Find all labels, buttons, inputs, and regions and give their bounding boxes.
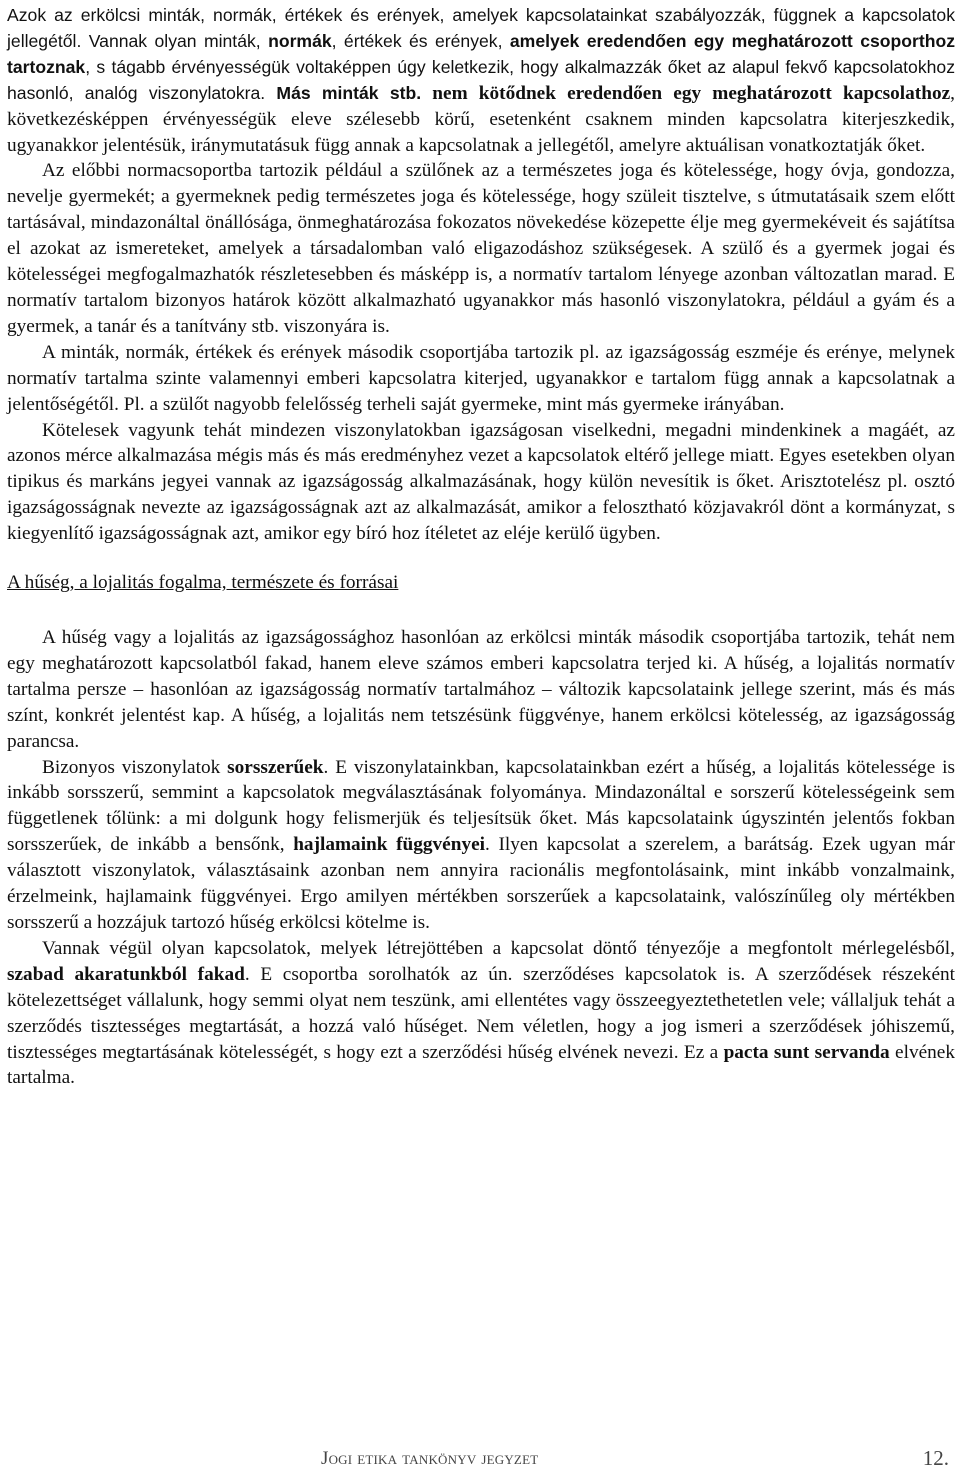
bold-text: nem kötődnek eredendően egy meghatározott kapcsolathoz xyxy=(432,82,951,104)
section-heading: A hűség, a lojalitás fogalma, természete és forrásai xyxy=(7,572,399,594)
paragraph xyxy=(7,158,955,339)
text-span: Vannak végül olyan kapcsolatok, melyek létrejöttében a kapcsolat döntő tényezője a megfontolt mérlegelésből, xyxy=(42,937,955,959)
paragraph xyxy=(7,755,955,936)
body-section-2 xyxy=(7,625,955,1091)
page-number: 12. xyxy=(922,1446,949,1470)
paragraph xyxy=(7,936,955,1091)
bold-text: normák xyxy=(268,30,332,51)
bold-text: sorsszerűek xyxy=(227,756,324,778)
text-span: Azok az erkölcsi minták, normák, értékek és erények, amelyek kapcsolatainkat szabályozzák, függnek a kapcsolatok jellegétől. Vannak olyan minták, xyxy=(7,5,955,51)
footer-title: Jogi etika tankönyv jegyzet xyxy=(321,1448,539,1469)
bold-text: amelyek eredendően egy meghatározott csoporthoz tartoznak xyxy=(7,30,955,77)
bold-text: Más minták stb. xyxy=(276,82,422,103)
text-span xyxy=(421,83,432,104)
text-span: . E viszonylatainkban, kapcsolatainkban ezért a hűség, a lojalitás kötelessége is inkább sorsszerű, semmint a kapcsolatok megválasztásának folyománya. Mindazonáltal e sorszerű kötelességeink sem függetlenek tőlünk: a mi dolgunk hogy felismerjük és teljesítsük őket. Más kapcsolataink úgyszintén jelentős fokban sorsszerűek, de inkább a bensőnk, xyxy=(7,756,955,856)
page-footer xyxy=(321,1446,951,1472)
text-span: , következésképpen érvényességük eleve szélesebb körű, esetenként csaknem minden kapcsolatra kiterjeszkedik, ugyanakkor jelentésük, iránymutatásuk függ annak a kapcsolatnak a jellegétől, amelyre aktuálisan vonatkoztatják őket. xyxy=(7,82,955,156)
text-span: A hűség vagy a lojalitás az igazságossághoz hasonlóan az erkölcsi minták második csoportjába tartozik, tehát nem egy meghatározott kapcsolatból fakad, hanem eleve számos emberi kapcsolatra terjed ki. A hűség, a lojalitás normatív tartalma persze – hasonlóan az igazságosság normatív tartalmához – változik kapcsolataink jellege szerint, más és más színt, konkrét jelentést kap. A hűség, a lojalitás nem tetszésünk függvénye, hanem erkölcsi kötelesség, az igazságosság parancsa. xyxy=(7,627,955,752)
body-section-1 xyxy=(7,3,955,547)
text-span: . E csoportba sorolhatók az ún. szerződéses kapcsolatok is. A szerződések részeként kötelezettséget vállalunk, hogy semmi olyat nem teszünk, ami ellentétes vagy összeegyeztethetetlen vele; vállaljuk tehát a szerződés tisztességes megtartását, a hozzá való hűséget. Nem véletlen, hogy a jog ismeri a szerződések jóhiszemű, tisztességes megtartásának kötelességét, s hogy ezt a szerződési hűség elvének nevezi. Ez a xyxy=(7,963,955,1063)
bold-text: szabad akaratunkból fakad xyxy=(7,963,245,985)
document-page xyxy=(7,3,955,1091)
text-span: , s tágabb érvényességük voltaképpen úgy keletkezik, hogy alkalmazzák őket az alapul fekvő kapcsolatokhoz hasonló, analóg viszonylatokra. xyxy=(7,56,955,103)
text-span: Bizonyos viszonylatok xyxy=(42,756,228,778)
text-span: Az előbbi normacsoportba tartozik például a szülőnek az a természetes joga és kötelessége, hogy óvja, gondozza, nevelje gyermekét; a gyermeknek pedig természetes joga és kötelessége, hogy szüleit tisztelve, s útmutatásaik szem előtt tartásával, mindazonáltal önállósága, önmeghatározása fokozatos növekedése közepette élje meg gyermekéveit és sajátítsa el azokat az ismereteket, amelyek a társadalomban való eligazodáshoz szükségesek. A szülő és a gyermek jogai és kötelességei megfogalmazhatók részletesebben és másképp is, a normatív tartalom lényege azonban változatlan marad. E normatív tartalom bizonyos határok között alkalmazható ugyanakkor más hasonló viszonylatokra, például a gyám és a gyermek, a tanár és a tanítvány stb. viszonyára is. xyxy=(7,160,955,337)
text-span: elvének tartalma. xyxy=(7,1041,955,1089)
paragraph xyxy=(7,3,955,158)
text-span: , értékek és erények, xyxy=(331,30,510,51)
text-span: . Ilyen kapcsolat a szerelem, a barátság. Ezek ugyan már választott viszonylatok, választásaink azonban nem annyira racionális megfontolásaink, mint inkább vonzalmaink, érzelmeink, hajlamaink függvényei. Ergo amilyen mértékben sorszerűek a kapcsolataink, valószínűleg oly mértékben sorsszerű a hozzájuk tartozó hűség erkölcsi kötelme is. xyxy=(7,834,955,933)
text-span: Kötelesek vagyunk tehát mindezen viszonylatokban igazságosan viselkedni, megadni mindenkinek a magáét, az azonos mérce alkalmazása mégis más és más eredményhez vezet a kapcsolatok eltérő jellege miatt. Egyes esetekben olyan tipikus és markáns jegyei vannak az igazságosság alkalmazásának, hogy külön nevesítik is őket. Arisztotelész pl. osztó igazságosságnak nevezte az igazságosságnak azt az alkalmazását, amikor a felosztható közjavakról dönt a kormányzat, s kiegyenlítő igazságosságnak azt, amikor egy bíró hoz ítéletet az eléje kerülő ügyben. xyxy=(7,419,955,545)
text-span: A minták, normák, értékek és erények második csoportjába tartozik pl. az igazságosság eszméje és erénye, melynek normatív tartalma szinte valamennyi emberi kapcsolatra kiterjed, ugyanakkor e tartalom függ annak a kapcsolatnak a jelentőségétől. Pl. a szülőt nagyobb felelősség terheli saját gyermeke, mint más gyermeke irányában. xyxy=(7,341,955,415)
paragraph xyxy=(7,625,955,755)
bold-text: pacta sunt servanda xyxy=(723,1041,890,1063)
paragraph xyxy=(7,340,955,418)
paragraph xyxy=(7,418,955,548)
bold-text: hajlamaink függvényei xyxy=(293,834,486,856)
